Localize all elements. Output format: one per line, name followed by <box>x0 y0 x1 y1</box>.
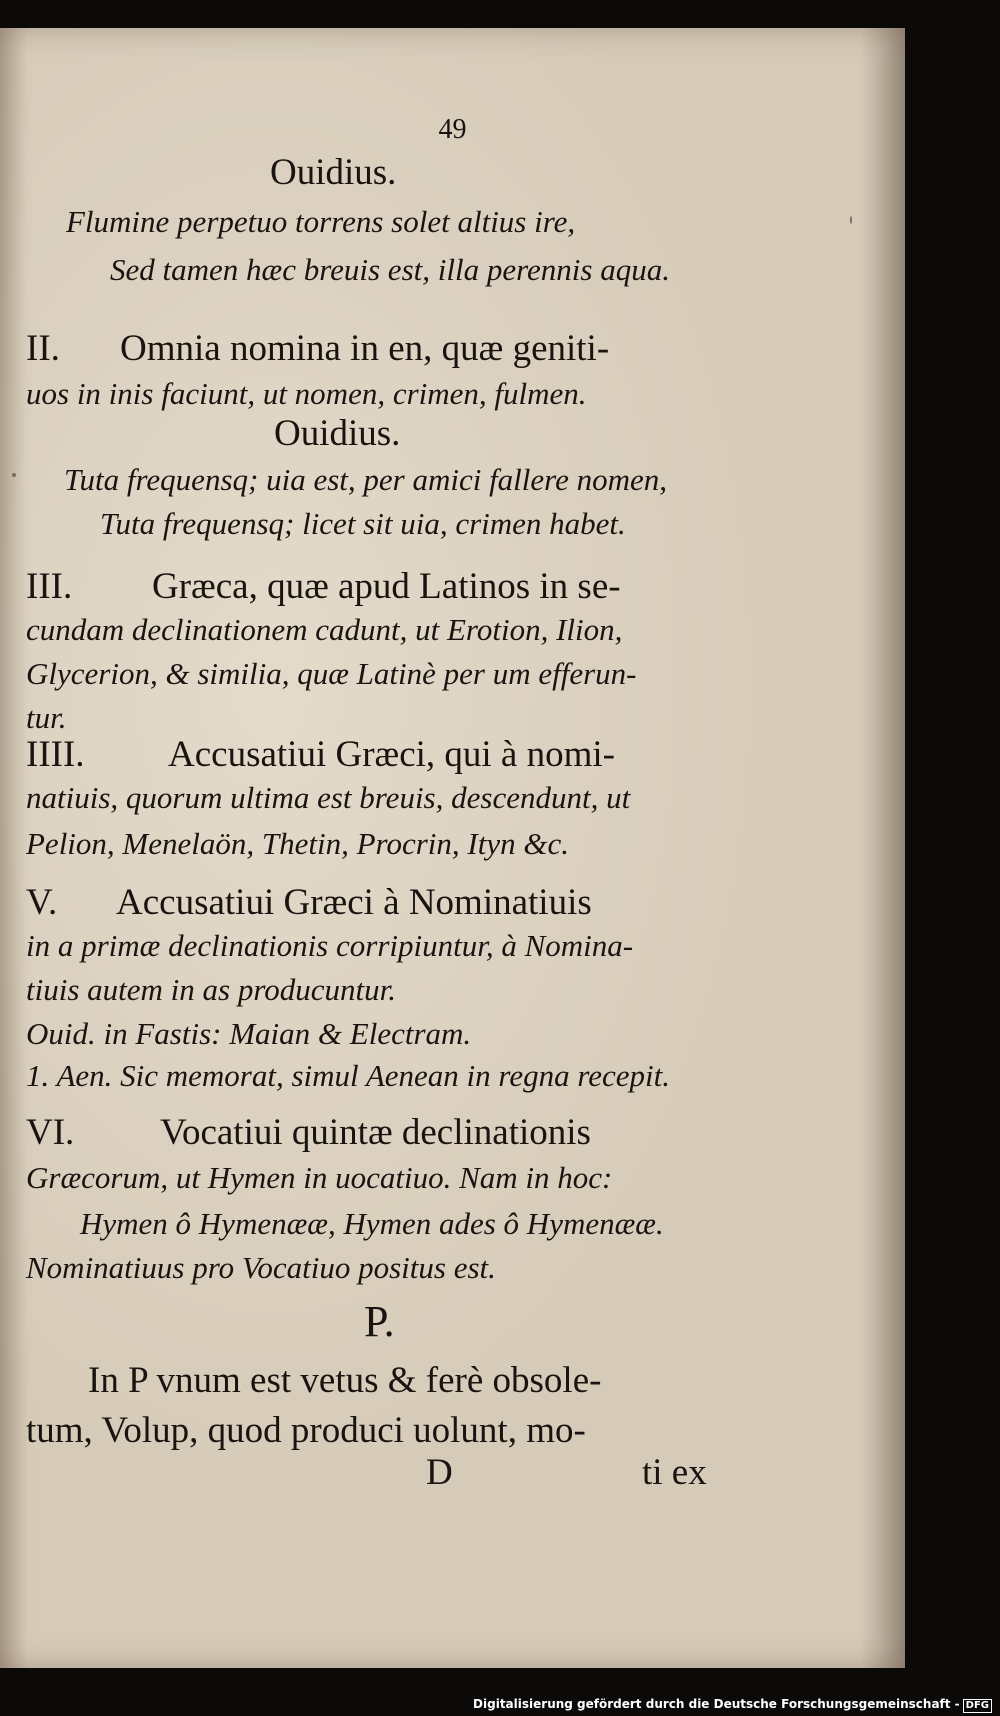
rule-text: cundam declinationem cadunt, ut Erotion, Ilion, <box>26 612 623 647</box>
rule-number: II. <box>26 328 60 369</box>
credit-text: Digitalisierung gefördert durch die Deutsche Forschungsgemeinschaft - <box>473 1697 960 1711</box>
rule-text: Glycerion, & similia, quæ Latinè per um efferun- <box>26 656 637 691</box>
rule-text: uos in inis faciunt, ut nomen, crimen, fulmen. <box>26 376 587 411</box>
citation-line: 1. Aen. Sic memorat, simul Aenean in regna recepit. <box>26 1058 670 1093</box>
rule-text: Pelion, Menelaön, Thetin, Procrin, Ityn &c. <box>26 826 569 861</box>
paragraph-line: In P vnum est vetus & ferè obsole- <box>88 1360 602 1401</box>
catchword: ti ex <box>642 1452 707 1493</box>
rule-number: III. <box>26 566 73 607</box>
verse-line: Flumine perpetuo torrens solet altius ire, <box>66 204 576 239</box>
rule-number: VI. <box>26 1112 75 1153</box>
verse-line: Tuta frequensq; uia est, per amici fallere nomen, <box>64 462 667 497</box>
paragraph-line: tum, Volup, quod produci uolunt, mo- <box>26 1410 586 1451</box>
page-text <box>0 28 905 1668</box>
section-letter: P. <box>364 1297 395 1346</box>
rule-text: tur. <box>26 700 67 735</box>
verse-line: Sed tamen hæc breuis est, illa perennis aqua. <box>110 252 670 287</box>
rule-text: Accusatiui Græci, qui à nomi- <box>168 734 615 775</box>
rule-number: IIII. <box>26 734 85 775</box>
book-page <box>0 28 905 1668</box>
signature-mark: D <box>426 1452 453 1493</box>
rule-text: natiuis, quorum ultima est breuis, descendunt, ut <box>26 780 631 815</box>
rule-text: Græca, quæ apud Latinos in se- <box>152 566 621 607</box>
rule-text: Omnia nomina in en, quæ geniti- <box>120 328 610 369</box>
rule-text: in a primæ declinationis corripiuntur, à Nomina- <box>26 928 634 963</box>
rule-text: tiuis autem in as producuntur. <box>26 972 397 1007</box>
rule-number: V. <box>26 882 58 923</box>
digitization-credit <box>473 1696 992 1712</box>
verse-line: Tuta frequensq; licet sit uia, crimen habet. <box>100 506 626 541</box>
citation-line: Ouid. in Fastis: Maian & Electram. <box>26 1016 472 1051</box>
heading-ouidius: Ouidius. <box>270 152 397 193</box>
verse-line: Hymen ô Hymenææ, Hymen ades ô Hymenææ. <box>80 1206 664 1241</box>
rule-text: Accusatiui Græci à Nominatiuis <box>116 882 592 923</box>
rule-text: Vocatiui quintæ declinationis <box>160 1112 591 1153</box>
dfg-logo: DFG <box>963 1699 992 1713</box>
rule-text: Græcorum, ut Hymen in uocatiuo. Nam in hoc: <box>26 1160 613 1195</box>
page-number: 49 <box>438 114 467 145</box>
rule-text: Nominatiuus pro Vocatiuo positus est. <box>26 1250 496 1285</box>
heading-ouidius: Ouidius. <box>274 413 401 454</box>
